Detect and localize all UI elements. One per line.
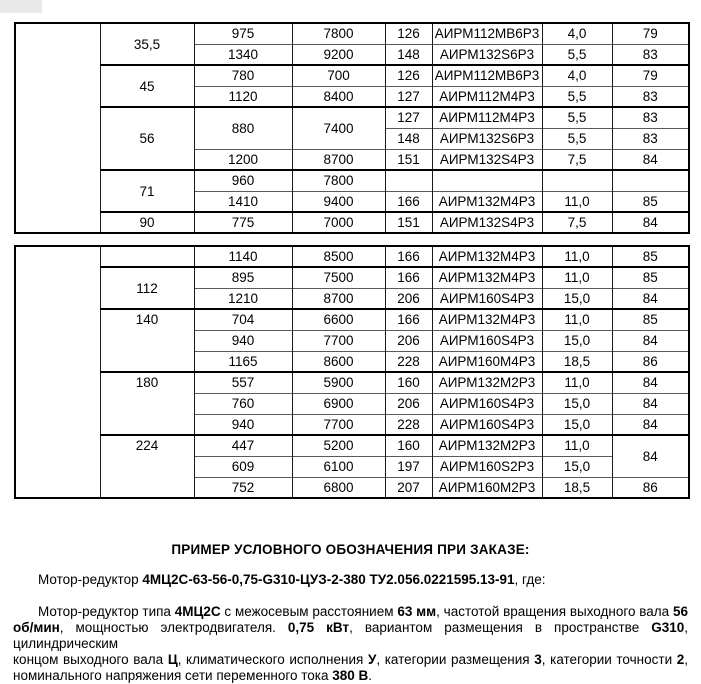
table-cell: 7000 xyxy=(292,212,385,233)
table-cell: АИРМ132М4Р3 xyxy=(432,191,542,212)
table-cell: АИРМ132М4Р3 xyxy=(432,246,542,267)
table-cell: 15,0 xyxy=(542,393,612,414)
table-cell: 206 xyxy=(385,288,432,309)
table-cell: 8600 xyxy=(292,351,385,372)
table-cell: 11,0 xyxy=(542,372,612,393)
text-segment: 380 В xyxy=(332,668,369,683)
table-cell: 1410 xyxy=(194,191,292,212)
table-cell: 557 xyxy=(194,372,292,393)
text-segment: , вариантом размещения в пространстве xyxy=(349,620,652,635)
table-row xyxy=(15,309,689,330)
table-row xyxy=(15,372,689,393)
table-cell: 775 xyxy=(194,212,292,233)
table-cell: АИРМ160S2Р3 xyxy=(432,456,542,477)
text-segment: 0,75 кВт xyxy=(287,620,350,635)
table-cell: 5,5 xyxy=(542,128,612,149)
table-cell: 84 xyxy=(612,372,689,393)
table-cell: 151 xyxy=(385,212,432,233)
table-row xyxy=(15,246,689,267)
text-segment: , где: xyxy=(514,572,546,587)
order-example-heading: ПРИМЕР УСЛОВНОГО ОБОЗНАЧЕНИЯ ПРИ ЗАКАЗЕ: xyxy=(171,542,530,557)
text-segment: Ц xyxy=(167,652,178,667)
table-cell: 18,5 xyxy=(542,351,612,372)
table-cell: 8400 xyxy=(292,86,385,107)
table-cell: 960 xyxy=(194,170,292,191)
table-cell: 151 xyxy=(385,149,432,170)
table-cell: 83 xyxy=(612,107,689,128)
table-row xyxy=(15,65,689,86)
table-cell: 11,0 xyxy=(542,309,612,330)
table-cell: 11,0 xyxy=(542,191,612,212)
table-cell: 15,0 xyxy=(542,330,612,351)
table-cell xyxy=(542,170,612,191)
text-segment: . xyxy=(368,668,373,683)
table-cell: 180 xyxy=(100,372,194,435)
table-cell: 84 xyxy=(612,288,689,309)
text-segment: об/мин xyxy=(13,620,60,635)
table-cell: 609 xyxy=(194,456,292,477)
table-cell: 6600 xyxy=(292,309,385,330)
table-cell: АИРМ160S4Р3 xyxy=(432,393,542,414)
table-cell: 228 xyxy=(385,351,432,372)
table-cell: АИРМ112М4Р3 xyxy=(432,86,542,107)
table-cell: 940 xyxy=(194,330,292,351)
table-cell: 84 xyxy=(612,212,689,233)
table-cell: 45 xyxy=(100,65,194,107)
text-segment: , мощностью электродвигателя. xyxy=(59,620,288,635)
table-cell: 160 xyxy=(385,435,432,456)
table-cell: АИРМ160М2Р3 xyxy=(432,477,542,498)
table-cell: 18,5 xyxy=(542,477,612,498)
table-row xyxy=(15,212,689,233)
table-cell: АИРМ132М4Р3 xyxy=(432,267,542,288)
table-cell: 1140 xyxy=(194,246,292,267)
table-cell: АИРМ160S4Р3 xyxy=(432,288,542,309)
table-cell: 8700 xyxy=(292,149,385,170)
text-segment: 63 мм xyxy=(397,604,437,619)
table-cell: 35,5 xyxy=(100,23,194,65)
paragraph-line xyxy=(13,668,688,684)
scan-artifact xyxy=(0,0,42,13)
table-cell: 9200 xyxy=(292,44,385,65)
table-cell: 224 xyxy=(100,435,194,498)
text-segment: , категории точности xyxy=(541,652,677,667)
table-cell: 84 xyxy=(612,435,689,477)
table-cell: 83 xyxy=(612,44,689,65)
table-cell: 7,5 xyxy=(542,212,612,233)
table-cell: 166 xyxy=(385,267,432,288)
table-cell: 197 xyxy=(385,456,432,477)
table-cell: 6900 xyxy=(292,393,385,414)
text-segment: 2 xyxy=(676,652,685,667)
table-cell: 206 xyxy=(385,330,432,351)
table-cell xyxy=(385,170,432,191)
table-cell: 127 xyxy=(385,86,432,107)
table-cell: АИРМ160S4Р3 xyxy=(432,414,542,435)
gear-ratio-table-lower xyxy=(14,245,690,499)
table-cell: 7800 xyxy=(292,23,385,44)
table-cell: АИРМ132М2Р3 xyxy=(432,435,542,456)
table-cell: 112 xyxy=(100,267,194,309)
table-cell: АИРМ132S4Р3 xyxy=(432,149,542,170)
table-cell: 166 xyxy=(385,191,432,212)
text-segment: , климатического исполнения xyxy=(177,652,368,667)
table-cell: 704 xyxy=(194,309,292,330)
table-cell: 5200 xyxy=(292,435,385,456)
table-cell: 880 xyxy=(194,107,292,149)
table-cell: 8500 xyxy=(292,246,385,267)
table-cell: АИРМ160S4Р3 xyxy=(432,330,542,351)
table-cell xyxy=(432,170,542,191)
table-cell: 90 xyxy=(100,212,194,233)
gear-ratio-table-upper xyxy=(14,22,690,234)
table-cell: 148 xyxy=(385,44,432,65)
table-cell: 1210 xyxy=(194,288,292,309)
table-cell: 85 xyxy=(612,267,689,288)
table-cell: 1200 xyxy=(194,149,292,170)
text-segment: концом выходного вала xyxy=(13,652,168,667)
table-row xyxy=(15,435,689,456)
table-cell: 6100 xyxy=(292,456,385,477)
table-cell: 9400 xyxy=(292,191,385,212)
table-cell: 5,5 xyxy=(542,107,612,128)
table-cell: 79 xyxy=(612,23,689,44)
table-cell: 207 xyxy=(385,477,432,498)
table-row xyxy=(15,267,689,288)
table-cell: 895 xyxy=(194,267,292,288)
table-cell: 7700 xyxy=(292,414,385,435)
table-cell: АИРМ132S6Р3 xyxy=(432,44,542,65)
table-cell: 85 xyxy=(612,246,689,267)
table-cell: АИРМ132М4Р3 xyxy=(432,309,542,330)
table-cell: 975 xyxy=(194,23,292,44)
text-segment: с межосевым расстоянием xyxy=(220,604,398,619)
table-cell: 15,0 xyxy=(542,456,612,477)
table-cell: 6800 xyxy=(292,477,385,498)
table-cell: 71 xyxy=(100,170,194,212)
table-cell: 166 xyxy=(385,309,432,330)
table-cell: 15,0 xyxy=(542,288,612,309)
table-cell: 940 xyxy=(194,414,292,435)
table-cell: 228 xyxy=(385,414,432,435)
table-cell: 7700 xyxy=(292,330,385,351)
table-cell: 166 xyxy=(385,246,432,267)
table-cell: 84 xyxy=(612,149,689,170)
table-cell: АИРМ112МВ6Р3 xyxy=(432,23,542,44)
table-cell: 83 xyxy=(612,128,689,149)
table-cell: 127 xyxy=(385,107,432,128)
table-cell: 79 xyxy=(612,65,689,86)
table-cell: 140 xyxy=(100,309,194,372)
text-segment: , категории размещения xyxy=(376,652,535,667)
table-cell xyxy=(15,246,100,498)
text-segment: , xyxy=(684,652,689,667)
table-cell: 1165 xyxy=(194,351,292,372)
text-segment: Мотор-редуктор типа xyxy=(38,604,175,619)
table-cell: 83 xyxy=(612,86,689,107)
table-cell: 160 xyxy=(385,372,432,393)
table-cell: 4,0 xyxy=(542,23,612,44)
table-cell: 56 xyxy=(100,107,194,170)
table-cell: 4,0 xyxy=(542,65,612,86)
paragraph-line xyxy=(13,604,688,620)
table-cell: 15,0 xyxy=(542,414,612,435)
table-cell: 11,0 xyxy=(542,435,612,456)
table-cell: 752 xyxy=(194,477,292,498)
table-cell: 1340 xyxy=(194,44,292,65)
table-cell: 148 xyxy=(385,128,432,149)
table-cell: АИРМ132S4Р3 xyxy=(432,212,542,233)
table-cell: 7,5 xyxy=(542,149,612,170)
table-cell: 5,5 xyxy=(542,44,612,65)
table-row xyxy=(15,107,689,128)
table-cell: 11,0 xyxy=(542,267,612,288)
table-cell: 86 xyxy=(612,477,689,498)
table-cell: 5,5 xyxy=(542,86,612,107)
table-row xyxy=(15,170,689,191)
explanation-paragraph xyxy=(13,604,688,684)
text-segment: 56 xyxy=(672,604,689,619)
text-segment: 4МЦ2С-63-56-0,75-G310-ЦУЗ-2-380 ТУ2.056.0221595.13-91 xyxy=(142,572,515,587)
table-cell: АИРМ112МВ6Р3 xyxy=(432,65,542,86)
table-cell: 760 xyxy=(194,393,292,414)
paragraph-line xyxy=(13,620,688,652)
table-cell: 447 xyxy=(194,435,292,456)
text-segment: , частотой вращения выходного вала xyxy=(436,604,673,619)
table-cell: АИРМ112М4Р3 xyxy=(432,107,542,128)
table-cell: АИРМ132S6Р3 xyxy=(432,128,542,149)
text-segment: , цилиндрическим xyxy=(13,620,688,651)
table-cell: 5900 xyxy=(292,372,385,393)
table-cell xyxy=(612,170,689,191)
text-segment: 4МЦ2С xyxy=(174,604,221,619)
table-cell: 84 xyxy=(612,414,689,435)
paragraph-line xyxy=(13,652,688,668)
table-cell: 1120 xyxy=(194,86,292,107)
table-cell: 7800 xyxy=(292,170,385,191)
text-segment: У xyxy=(367,652,377,667)
table-cell: 700 xyxy=(292,65,385,86)
table-cell xyxy=(100,246,194,267)
table-cell: 84 xyxy=(612,330,689,351)
table-cell: АИРМ160М4Р3 xyxy=(432,351,542,372)
designation-line xyxy=(38,572,546,587)
table-cell: 126 xyxy=(385,23,432,44)
table-cell: 84 xyxy=(612,393,689,414)
table-cell: 86 xyxy=(612,351,689,372)
text-segment: G310 xyxy=(651,620,685,635)
table-cell: 7400 xyxy=(292,107,385,149)
text-segment: Мотор-редуктор xyxy=(38,572,143,587)
table-cell: 11,0 xyxy=(542,246,612,267)
table-cell xyxy=(15,23,100,233)
table-cell: АИРМ132М2Р3 xyxy=(432,372,542,393)
table-cell: 126 xyxy=(385,65,432,86)
table-cell: 7500 xyxy=(292,267,385,288)
table-cell: 780 xyxy=(194,65,292,86)
table-cell: 8700 xyxy=(292,288,385,309)
table-cell: 206 xyxy=(385,393,432,414)
table-cell: 85 xyxy=(612,309,689,330)
table-row xyxy=(15,23,689,44)
text-segment: 3 xyxy=(534,652,542,667)
table-cell: 85 xyxy=(612,191,689,212)
text-segment: номинального напряжения сети переменного тока xyxy=(13,668,333,683)
